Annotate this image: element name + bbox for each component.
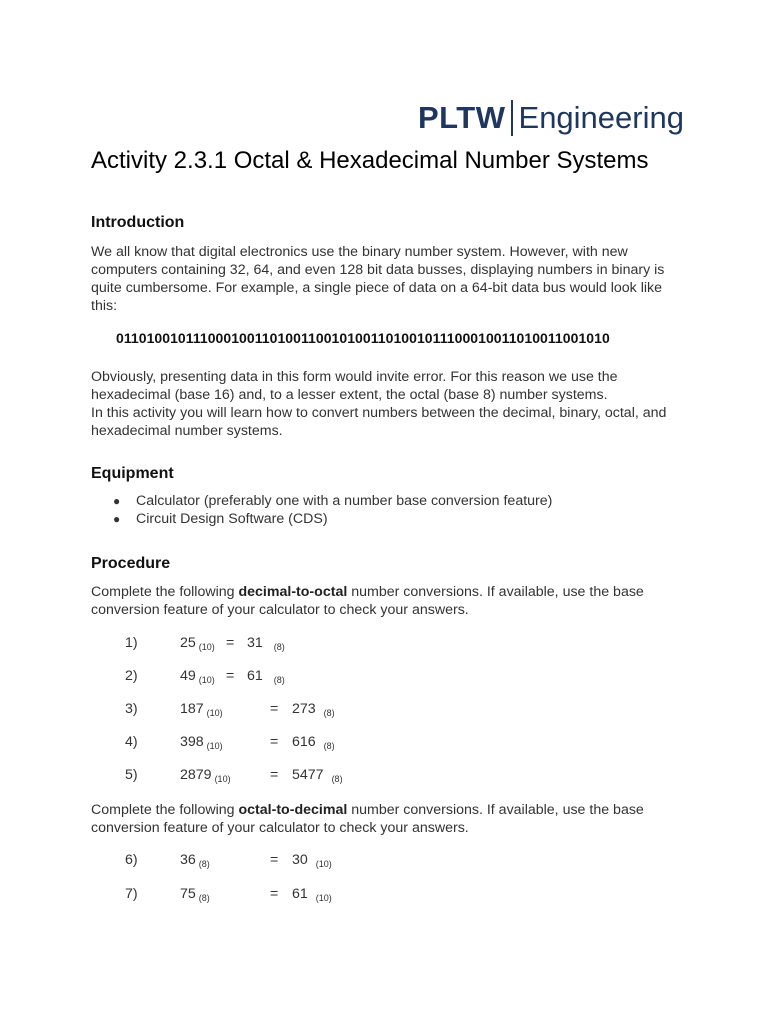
problem-value: 398 $_{(10)}$ (180, 734, 223, 751)
equipment-item-label: Circuit Design Software (CDS) (136, 511, 328, 527)
problem-number: 6) (125, 852, 138, 868)
problem-number: 2) (125, 668, 138, 684)
equals-sign: = (226, 668, 235, 684)
list-item (91, 492, 552, 510)
equals-sign: = (270, 767, 279, 783)
equals-sign: = (270, 734, 279, 750)
problem-answer: 273 $_{(8)}$ (292, 701, 335, 718)
problem-number: 7) (125, 886, 138, 902)
problem-number: 1) (125, 635, 138, 651)
problem-answer: 616 $_{(8)}$ (292, 734, 335, 751)
logo-product: Engineering (518, 100, 684, 135)
problem-value: 75 $_{(8)}$ (180, 886, 210, 903)
equals-sign: = (270, 852, 279, 868)
introduction-heading: Introduction (91, 214, 185, 231)
problem-number: 5) (125, 767, 138, 783)
equipment-item-label: Calculator (preferably one with a number base conversion feature) (136, 493, 553, 509)
conversion-type: decimal-to-octal (238, 584, 348, 600)
procedure-instruction-1: Complete the following decimal-to-octal number conversions. If available, use the base conversion feature of your calculator to check your answers. (91, 584, 644, 618)
introduction-paragraph-1: We all know that digital electronics use the binary number system. However, with new computers containing 32, 64, and even 128 bit data busses, displaying numbers in binary is quite cumbersome. For example, a single piece of data on a 64-bit data bus would look like this: (91, 244, 665, 314)
problem-answer: 5477 $_{(8)}$ (292, 767, 343, 784)
procedure-instruction-2: Complete the following octal-to-decimal number conversions. If available, use the base conversion feature of your calculator to check your answers. (91, 802, 644, 836)
equipment-list (91, 492, 552, 528)
procedure-heading: Procedure (91, 555, 171, 572)
equals-sign: = (270, 886, 279, 902)
binary-example: 0110100101110001001101001100101001101001011100010011010011001010 (116, 330, 610, 346)
problem-value: 2879 $_{(10)}$ (180, 767, 231, 784)
problem-answer: 61 $_{(8)}$ (247, 668, 285, 685)
problem-number: 3) (125, 701, 138, 717)
equipment-heading: Equipment (91, 465, 174, 482)
problem-answer: 31 $_{(8)}$ (247, 635, 285, 652)
problem-value: 49 $_{(10)}$ (180, 668, 215, 685)
logo-brand: PLTW (418, 100, 506, 135)
pltw-engineering-logo (418, 96, 684, 140)
bullet-icon: ● (113, 494, 121, 508)
problem-answer: 61 $_{(10)}$ (292, 886, 332, 903)
equals-sign: = (226, 635, 235, 651)
problem-number: 4) (125, 734, 138, 750)
page-title: Activity 2.3.1 Octal & Hexadecimal Number Systems (91, 147, 649, 174)
problem-value: 25 $_{(10)}$ (180, 635, 215, 652)
introduction-paragraph-3: In this activity you will learn how to convert numbers between the decimal, binary, octal, and hexadecimal number systems. (91, 405, 667, 439)
bullet-icon: ● (113, 512, 121, 526)
problem-answer: 30 $_{(10)}$ (292, 852, 332, 869)
problem-value: 36 $_{(8)}$ (180, 852, 210, 869)
list-item (91, 510, 552, 528)
problem-value: 187 $_{(10)}$ (180, 701, 223, 718)
introduction-paragraph-2: Obviously, presenting data in this form would invite error. For this reason we use the hexadecimal (base 16) and, to a lesser extent, the octal (base 8) number systems. (91, 369, 618, 403)
equals-sign: = (270, 701, 279, 717)
logo-divider (511, 100, 513, 136)
conversion-type: octal-to-decimal (238, 802, 348, 818)
